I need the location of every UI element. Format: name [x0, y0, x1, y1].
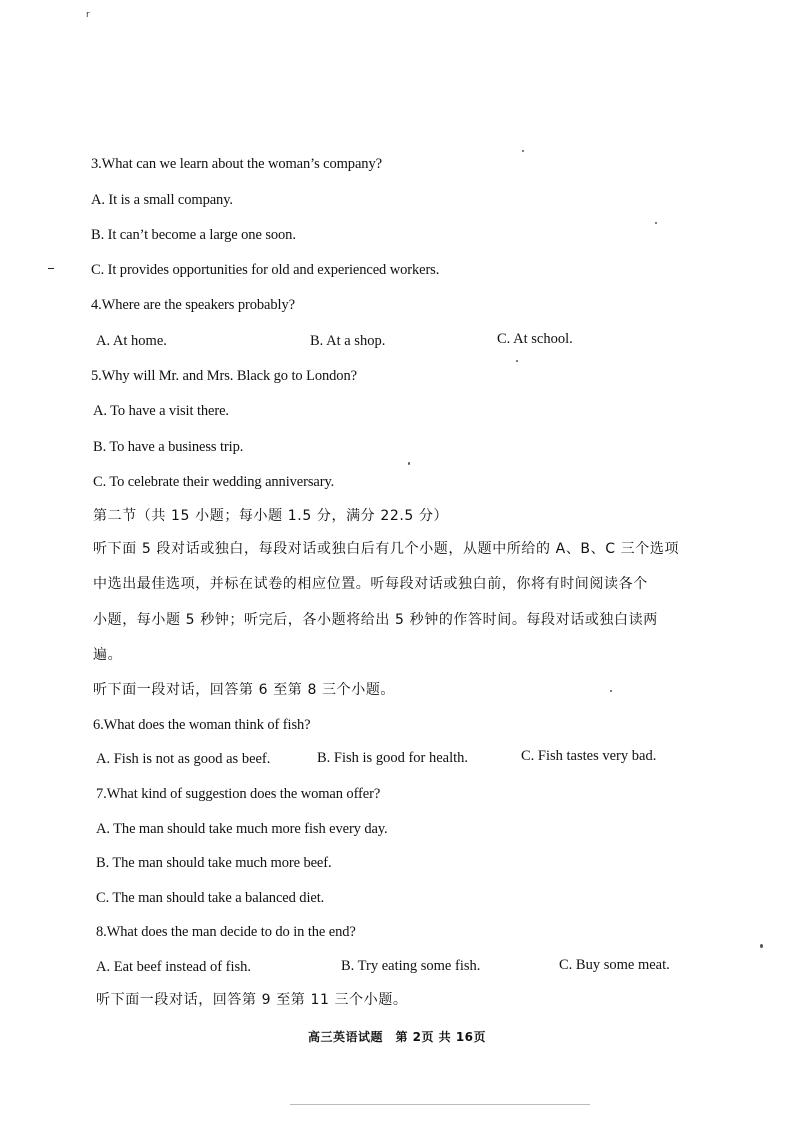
scan-speck [408, 462, 410, 465]
dialogue-6-8-intro: 听下面一段对话，回答第 6 至第 8 三个小题。 [93, 682, 396, 698]
q8-option-b: B. Try eating some fish. [341, 958, 481, 974]
q3-option-c: C. It provides opportunities for old and experienced workers. [91, 262, 440, 278]
question-7: 7.What kind of suggestion does the woman offer? [96, 786, 381, 802]
instructions-line-3: 小题，每小题 5 秒钟；听完后，各小题将给出 5 秒钟的作答时间。每段对话或独白读两 [93, 612, 658, 628]
scan-speck [760, 944, 763, 948]
q8-option-c: C. Buy some meat. [559, 957, 670, 973]
q4-option-c: C. At school. [497, 331, 573, 347]
q7-option-a: A. The man should take much more fish every day. [96, 821, 388, 837]
q5-option-a: A. To have a visit there. [93, 403, 229, 419]
question-3: 3.What can we learn about the woman’s company? [91, 156, 382, 172]
scan-speck [655, 222, 657, 224]
q6-option-a: A. Fish is not as good as beef. [96, 751, 271, 767]
q5-option-c: C. To celebrate their wedding anniversary. [93, 474, 335, 490]
q5-option-b: B. To have a business trip. [93, 439, 244, 455]
instructions-line-1: 听下面 5 段对话或独白，每段对话或独白后有几个小题，从题中所给的 A、B、C 三个选项 [93, 541, 680, 557]
q4-option-a: A. At home. [96, 333, 167, 349]
q7-option-b: B. The man should take much more beef. [96, 855, 332, 871]
q6-option-b: B. Fish is good for health. [317, 750, 469, 766]
page-footer: 高三英语试题 第 2页 共 16页 [307, 1030, 487, 1044]
margin-mark [48, 268, 54, 269]
scan-speck [516, 360, 518, 362]
instructions-line-4: 遍。 [93, 647, 123, 663]
question-6: 6.What does the woman think of fish? [93, 717, 311, 733]
section-2-heading: 第二节（共 15 小题；每小题 1.5 分，满分 22.5 分） [93, 508, 449, 524]
dialogue-9-11-intro: 听下面一段对话，回答第 9 至第 11 三个小题。 [96, 992, 408, 1008]
scan-speck [610, 690, 612, 692]
question-5: 5.Why will Mr. and Mrs. Black go to London? [91, 368, 357, 384]
question-8: 8.What does the man decide to do in the end? [96, 924, 356, 940]
instructions-line-2: 中选出最佳选项，并标在试卷的相应位置。听每段对话或独白前，你将有时间阅读各个 [93, 576, 648, 592]
question-4: 4.Where are the speakers probably? [91, 297, 295, 313]
q3-option-a: A. It is a small company. [91, 192, 233, 208]
q7-option-c: C. The man should take a balanced diet. [96, 890, 325, 906]
q8-option-a: A. Eat beef instead of fish. [96, 959, 252, 975]
corner-mark: r [86, 10, 90, 20]
q6-option-c: C. Fish tastes very bad. [521, 748, 657, 764]
scan-edge-line [290, 1104, 590, 1105]
q3-option-b: B. It can’t become a large one soon. [91, 227, 296, 243]
scan-speck [522, 150, 524, 152]
q4-option-b: B. At a shop. [310, 333, 386, 349]
